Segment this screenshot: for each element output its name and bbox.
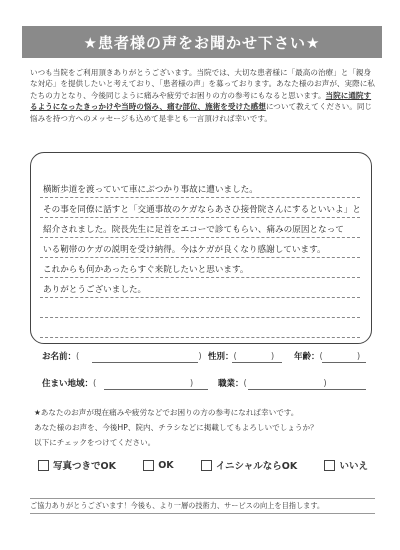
gender-field[interactable] xyxy=(208,350,274,362)
feedback-line xyxy=(40,198,360,218)
handwritten-text: ありがとうございました。 xyxy=(43,285,147,295)
permission-options xyxy=(38,458,368,472)
area-underline xyxy=(104,389,208,390)
intro-underlined-text: 当院に通院するようになったきっかけや当時の悩み、痛む部位、施術を受けた感想 xyxy=(30,90,372,112)
feedback-line xyxy=(40,238,360,258)
feedback-line xyxy=(40,318,360,338)
option-photo-ok[interactable] xyxy=(38,458,116,472)
note-line: 以下にチェックをつけてください。 xyxy=(34,438,156,447)
option-label: OK xyxy=(158,459,174,471)
age-label: 年齢： xyxy=(294,352,320,362)
age-field[interactable] xyxy=(294,350,360,362)
intro-paragraph-1: いつも当院をご利用頂きありがとうございます。当院では、大切な患者様に「最高の治療」と「親身な対応」を提供したいと考えており、「患者様の声」を募っております。あなた様のお声が、実際に私たちの力となり、今後同じように痛みや疲労でお困りの方の参考にもなると思います。 xyxy=(30,68,375,100)
area-field[interactable] xyxy=(42,377,193,389)
handwritten-text: 紹介されました。院長先生に足首をエコーで診てもらい、痛みの原因となって xyxy=(43,225,344,235)
handwritten-text: 横断歩道を渡っていて車にぶつかり事故に遭いました。 xyxy=(43,185,258,195)
checkbox[interactable] xyxy=(143,460,154,471)
age-underline xyxy=(322,362,366,363)
option-label: イニシャルならOK xyxy=(215,461,298,472)
age-value[interactable]: ( ) xyxy=(319,352,361,362)
handwritten-text: その事を同僚に話すと「交通事故のケガならあさひ接骨院さんにするといいよ」と xyxy=(43,205,361,215)
gender-label: 性別： xyxy=(208,352,234,362)
intro-text xyxy=(30,67,375,124)
handwriting-lines xyxy=(40,178,360,338)
name-label: お名前： xyxy=(42,352,77,362)
page-title: ★患者様の声をお聞かせ下さい★ xyxy=(22,26,382,58)
option-label: いいえ xyxy=(339,461,368,472)
intro-paragraph-2: について教えてください。同じ悩みを持つ方へのメッセージも込めて是非とも一言頂ければ幸いです。 xyxy=(30,102,373,123)
feedback-line xyxy=(40,258,360,278)
option-initial-ok[interactable] xyxy=(201,458,297,472)
note-line: あなた様のお声を、今後HP、院内、チラシなどに掲載してもよろしいでしょうか？ xyxy=(34,423,318,432)
name-underline xyxy=(92,362,198,363)
feedback-line xyxy=(40,218,360,238)
area-label: 住まい地域： xyxy=(42,379,94,389)
checkbox[interactable] xyxy=(324,460,335,471)
name-value[interactable]: ( ) xyxy=(76,352,202,362)
feedback-line xyxy=(40,298,360,318)
name-field[interactable] xyxy=(42,350,202,362)
handwritten-text: これからも何かあったらすぐ来院したいと思います。 xyxy=(43,265,249,275)
feedback-line xyxy=(40,178,360,198)
handwritten-text: いる靭帯のケガの説明を受け納得。今はケガが良くなり感謝しています。 xyxy=(43,245,326,255)
option-label: 写真つきでOK xyxy=(53,461,116,472)
gender-value[interactable]: ( ) xyxy=(233,352,275,362)
checkbox[interactable] xyxy=(201,460,212,471)
note-line: ★あなたのお声が現在痛みや疲労などでお困りの方の参考になれば幸いです。 xyxy=(34,408,299,417)
feedback-line xyxy=(40,278,360,298)
job-underline xyxy=(248,389,366,390)
option-no[interactable] xyxy=(324,458,368,472)
job-label: 職業： xyxy=(218,379,244,389)
job-value[interactable]: ( ) xyxy=(243,379,327,389)
checkbox[interactable] xyxy=(38,460,49,471)
option-ok[interactable] xyxy=(143,458,173,472)
area-value[interactable]: ( ) xyxy=(93,379,194,389)
job-field[interactable] xyxy=(218,377,327,389)
footer-message: ご協力ありがとうございます！今後も、より一層の技術力、サービスの向上を目指します。 xyxy=(30,498,375,514)
gender-underline xyxy=(232,362,282,363)
